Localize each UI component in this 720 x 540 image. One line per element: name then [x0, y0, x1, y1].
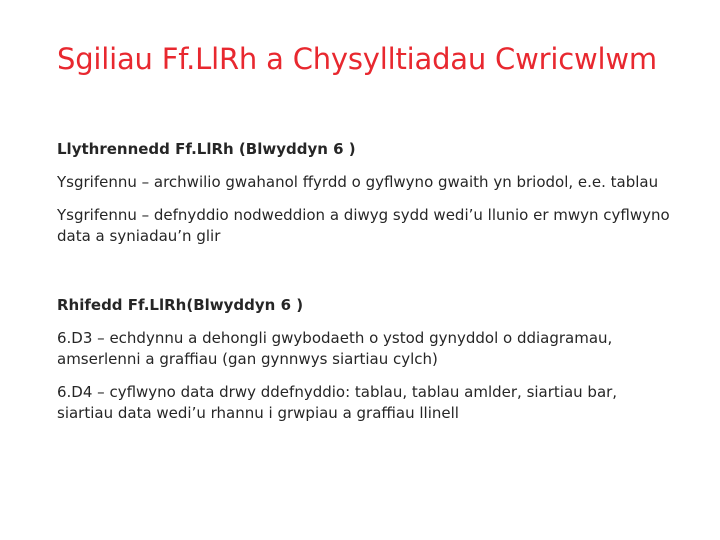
numeracy-point-1: 6.D3 – echdynnu a dehongli gwybodaeth o ystod gynyddol o ddiagramau, amserlenni a graffiau (gan gynnwys siartiau cylch)	[57, 329, 613, 368]
numeracy-point-2: 6.D4 – cyflwyno data drwy ddefnyddio: tablau, tablau amlder, siartiau bar, siartiau data wedi’u rhannu i grwpiau a graffiau llinell	[57, 383, 618, 422]
slide-content	[57, 139, 677, 424]
literacy-point-1: Ysgrifennu – archwilio gwahanol ffyrdd o gyflwyno gwaith yn briodol, e.e. tablau	[57, 173, 659, 191]
literacy-point-2: Ysgrifennu – defnyddio nodweddion a diwyg sydd wedi’u llunio er mwyn cyflwyno data a syniadau’n glir	[57, 206, 670, 245]
slide-title: Sgiliau Ff.LlRh a Chysylltiadau Cwricwlwm	[57, 42, 657, 76]
section-heading-numeracy: Rhifedd Ff.LlRh(Blwyddyn 6 )	[57, 296, 304, 314]
section-heading-literacy: Llythrennedd Ff.LlRh (Blwyddyn 6 )	[57, 140, 356, 158]
